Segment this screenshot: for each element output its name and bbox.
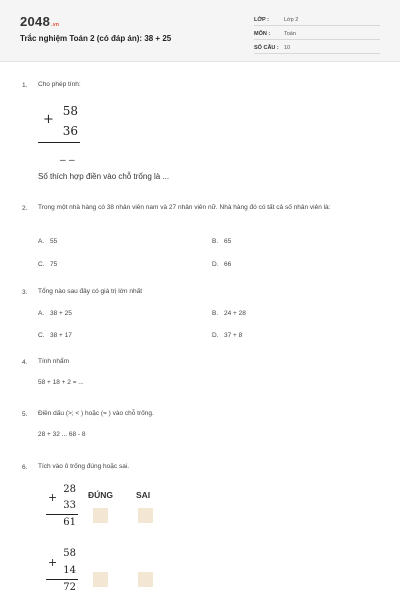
sum-result: 61 <box>63 517 76 528</box>
addend-bottom: 14 <box>63 565 76 576</box>
option-letter: C. <box>38 261 45 268</box>
page-title: Trắc nghiệm Toán 2 (có đáp án): 38 + 25 <box>20 34 172 43</box>
option-value: 38 + 25 <box>50 310 72 317</box>
logo-text: 2048 <box>20 14 51 29</box>
question-number: 4. <box>22 359 28 366</box>
expression: 28 + 32 ... 68 - 8 <box>38 431 86 438</box>
sum-line <box>38 142 80 143</box>
false-checkbox[interactable] <box>138 508 153 523</box>
option-value: 65 <box>224 238 232 245</box>
meta-label: MÔN : <box>254 31 271 37</box>
option-letter: B. <box>212 238 219 245</box>
option-value: 75 <box>50 261 58 268</box>
site-logo[interactable] <box>20 14 59 29</box>
question-note: Số thích hợp điền vào chỗ trống là ... <box>38 172 170 181</box>
expression: 58 + 18 + 2 = ... <box>38 379 84 386</box>
false-checkbox[interactable] <box>138 572 153 587</box>
true-checkbox[interactable] <box>93 508 108 523</box>
addend-bottom: 33 <box>63 500 76 511</box>
question-text: Trong một nhà hàng có 38 nhân viên nam và 27 nhân viên nữ. Nhà hàng đó có tất cả số nhân viên là: <box>38 204 331 211</box>
question-number: 3. <box>22 289 28 296</box>
true-column-header: ĐÚNG <box>88 490 114 500</box>
option-value: 38 + 17 <box>50 332 72 339</box>
option-value: 66 <box>224 261 232 268</box>
page-header <box>0 0 400 62</box>
option-value: 55 <box>50 238 58 245</box>
plus-sign: + <box>48 491 58 504</box>
plus-sign: + <box>43 112 54 127</box>
addend-bottom: 36 <box>62 124 78 138</box>
answer-blank[interactable]: _ _ <box>60 148 75 161</box>
question-number: 2. <box>22 205 28 212</box>
false-column-header: SAI <box>136 490 151 500</box>
question-text: Cho phép tính: <box>38 81 81 88</box>
meta-label: SỐ CÂU : <box>254 45 279 51</box>
true-checkbox[interactable] <box>93 572 108 587</box>
sum-line <box>46 514 78 515</box>
option-d[interactable] <box>212 332 242 339</box>
option-letter: D. <box>212 261 219 268</box>
meta-value: Lớp 2 <box>284 17 299 23</box>
question-text: Tích vào ô trống đúng hoặc sai. <box>38 463 130 470</box>
addend-top: 58 <box>62 104 78 118</box>
sum-result: 72 <box>63 582 76 593</box>
meta-class <box>254 14 380 26</box>
question-text: Tính nhẩm <box>38 358 70 365</box>
meta-subject <box>254 28 380 40</box>
question-number: 5. <box>22 411 28 418</box>
meta-question-count <box>254 42 380 54</box>
option-a[interactable] <box>38 310 72 317</box>
question-number: 6. <box>22 464 28 471</box>
option-value: 24 + 28 <box>224 310 246 317</box>
meta-value: Toán <box>284 31 296 37</box>
option-c[interactable] <box>38 332 72 339</box>
option-letter: A. <box>38 310 45 317</box>
option-letter: C. <box>38 332 45 339</box>
option-c[interactable] <box>38 261 57 268</box>
meta-label: LỚP : <box>254 17 269 23</box>
addend-top: 58 <box>63 548 76 559</box>
option-b[interactable] <box>212 310 246 317</box>
option-letter: A. <box>38 238 45 245</box>
plus-sign: + <box>48 556 58 569</box>
option-value: 37 + 8 <box>224 332 243 339</box>
logo-suffix: .vn <box>51 22 60 28</box>
option-letter: D. <box>212 332 219 339</box>
question-text: Điền dấu (>; < ) hoặc (= ) vào chỗ trống. <box>38 410 154 417</box>
option-d[interactable] <box>212 261 231 268</box>
option-letter: B. <box>212 310 219 317</box>
option-b[interactable] <box>212 238 231 245</box>
option-a[interactable] <box>38 238 57 245</box>
question-text: Tổng nào sau đây có giá trị lớn nhất <box>38 288 142 295</box>
sum-line <box>46 579 78 580</box>
meta-value: 10 <box>284 45 291 51</box>
addend-top: 28 <box>63 484 76 495</box>
question-number: 1. <box>22 82 28 89</box>
